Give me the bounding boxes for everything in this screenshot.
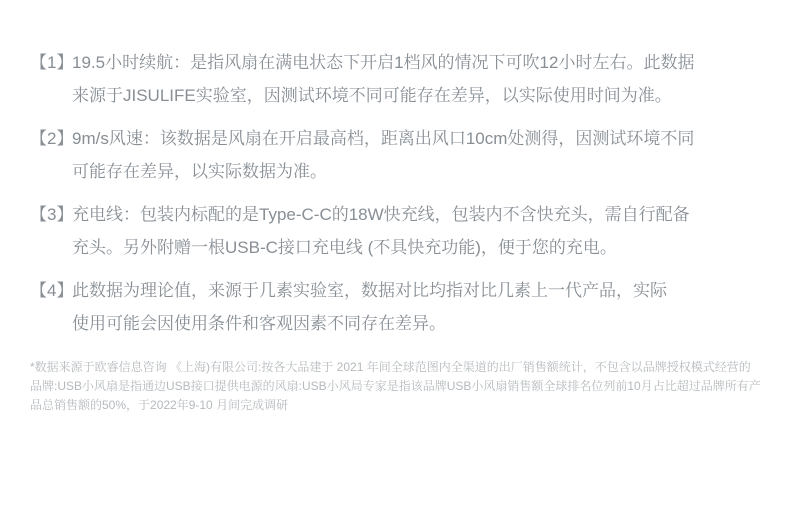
footnote-text — [72, 274, 762, 340]
footnotes-section — [30, 46, 762, 340]
footnote-line: 19.5小时续航：是指风扇在满电状态下开启1档风的情况下可吹12小时左右。此数据 — [72, 53, 695, 72]
footnote-line: 可能存在差异，以实际数据为准。 — [72, 162, 327, 181]
footnote-charging-cable — [30, 198, 762, 264]
footnote-text — [72, 122, 762, 188]
footnote-text — [72, 198, 762, 264]
footnote-marker: 【4】 — [30, 281, 74, 300]
footnote-theoretical-data — [30, 274, 762, 340]
footnote-marker: 【3】 — [30, 205, 74, 224]
footnote-text — [72, 46, 762, 112]
footnote-battery-life — [30, 46, 762, 112]
footnote-wind-speed — [30, 122, 762, 188]
footnote-marker: 【2】 — [30, 129, 74, 148]
disclaimer-line: 品总销售额的50%，于2022年9-10 月间完成调研 — [30, 398, 289, 412]
footnote-line: 充电线：包装内标配的是Type-C-C的18W快充线，包装内不含快充头，需自行配备 — [72, 205, 690, 224]
survey-source-disclaimer — [30, 358, 762, 415]
footnote-line: 9m/s风速：该数据是风扇在开启最高档，距离出风口10cm处测得，因测试环境不同 — [72, 129, 695, 148]
footnote-marker: 【1】 — [30, 53, 74, 72]
footnote-line: 此数据为理论值，来源于几素实验室，数据对比均指对比几素上一代产品，实际 — [72, 281, 667, 300]
footnote-line: 充头。另外附赠一根USB-C接口充电线 (不具快充功能)，便于您的充电。 — [72, 238, 617, 257]
footnote-line: 使用可能会因使用条件和客观因素不同存在差异。 — [72, 314, 446, 333]
footnote-line: 来源于JISULIFE实验室，因测试环境不同可能存在差异，以实际使用时间为准。 — [72, 86, 672, 105]
disclaimer-line: *数据来源于欧睿信息咨询 《上海)有限公司:按各大品建于 2021 年间全球范图内全渠道的出厂销售额统计，不包含以品牌授权模式经营的 — [30, 360, 751, 374]
disclaimer-line: 品牌:USB小风扇是指通边USB接口提供电源的风扇:USB小风局专家是指该品牌USB小风扇销售额全球排名位列前10月占比超过品牌所有产 — [30, 379, 761, 393]
